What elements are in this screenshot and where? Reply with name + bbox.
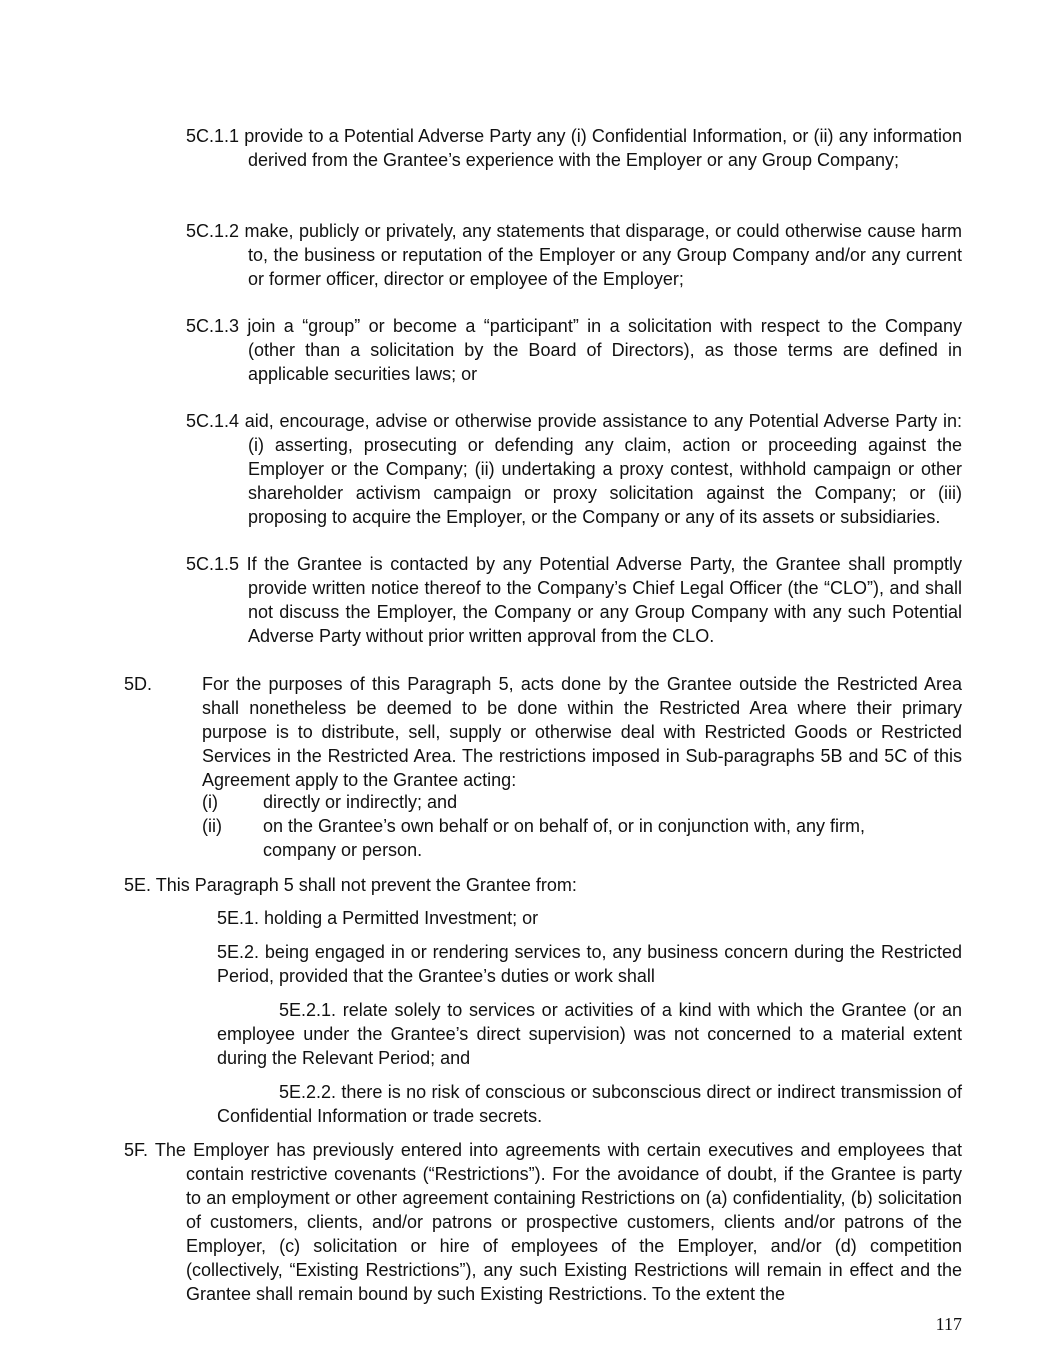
clause-5d-number: 5D. <box>124 674 153 694</box>
clause-5e-2: 5E.2. being engaged in or rendering services to, any business concern during the Restricted Period, provided that the Grantee’s duties or work shall <box>217 942 962 986</box>
clause-5d-sub-ii-numeral: (ii) <box>202 816 222 836</box>
clause-5f: 5F. The Employer has previously entered into agreements with certain executives and employees that contain restrictive covenants (“Restrictions”). For the avoidance of doubt, if the Grantee is party to an employment or other agreement containing Restrictions on (a) confidentiality, (b) solicitation of customers, clients, and/or patrons or prospective customers, clients and/or patrons of the Employer, (c) solicitation or hire of employees of the Employer, and/or (d) competition (collectively, “Existing Restrictions”), any such Existing Restrictions will remain in effect and the Grantee shall remain bound by such Existing Restrictions. To the extent the <box>124 1140 962 1304</box>
clause-5c-1-2: 5C.1.2 make, publicly or privately, any statements that disparage, or could otherwise cause harm to, the business or reputation of the Employer or any Group Company and/or any current or former officer, director or employee of the Employer; <box>186 221 962 289</box>
clause-5d-body: For the purposes of this Paragraph 5, acts done by the Grantee outside the Restricted Area shall nonetheless be deemed to be done within the Restricted Area where their primary purpose is to distribute, sell, supply or otherwise deal with Restricted Goods or Restricted Services in the Restricted Area. The restrictions imposed in Sub-paragraphs 5B and 5C of this Agreement apply to the Grantee acting: <box>202 674 962 790</box>
page-number: 117 <box>935 1314 962 1334</box>
clause-5c-1-4: 5C.1.4 aid, encourage, advise or otherwise provide assistance to any Potential Adverse Party in: (i) asserting, prosecuting or defending any claim, action or proceeding against the Employer or the Company; (ii) undertaking a proxy contest, withhold campaign or other shareholder activism campaign or proxy solicitation against the Company; or (iii) proposing to acquire the Employer, or the Company or any of its assets or subsidiaries. <box>186 411 962 527</box>
clause-5e-1: 5E.1. holding a Permitted Investment; or <box>217 908 539 928</box>
clause-5d-sub-i-numeral: (i) <box>202 792 218 812</box>
clause-5e-2-1: 5E.2.1. relate solely to services or activities of a kind with which the Grantee (or an employee under the Grantee’s direct supervision) was not concerned to a material extent during the Relevant Period; and <box>217 1000 962 1068</box>
clause-5d-sub-i-text: directly or indirectly; and <box>263 792 458 812</box>
clause-5c-1-3: 5C.1.3 join a “group” or become a “participant” in a solicitation with respect to the Company (other than a solicitation by the Board of Directors), as those terms are defined in applicable securities laws; or <box>186 316 962 384</box>
clause-5e-2-2: 5E.2.2. there is no risk of conscious or subconscious direct or indirect transmission of Confidential Information or trade secrets. <box>217 1082 962 1126</box>
clause-5c-1-5: 5C.1.5 If the Grantee is contacted by any Potential Adverse Party, the Grantee shall promptly provide written notice thereof to the Company’s Chief Legal Officer (the “CLO”), and shall not discuss the Employer, the Company or any Group Company with any such Potential Adverse Party without prior written approval from the CLO. <box>186 554 962 646</box>
clause-5d-sub-ii-text: on the Grantee’s own behalf or on behalf of, or in conjunction with, any firm, company or person. <box>263 816 866 860</box>
clause-5c-1-1: 5C.1.1 provide to a Potential Adverse Party any (i) Confidential Information, or (ii) any information derived from the Grantee’s experience with the Employer or any Group Company; <box>186 126 962 170</box>
clause-5e-heading: 5E. This Paragraph 5 shall not prevent the Grantee from: <box>124 875 577 895</box>
